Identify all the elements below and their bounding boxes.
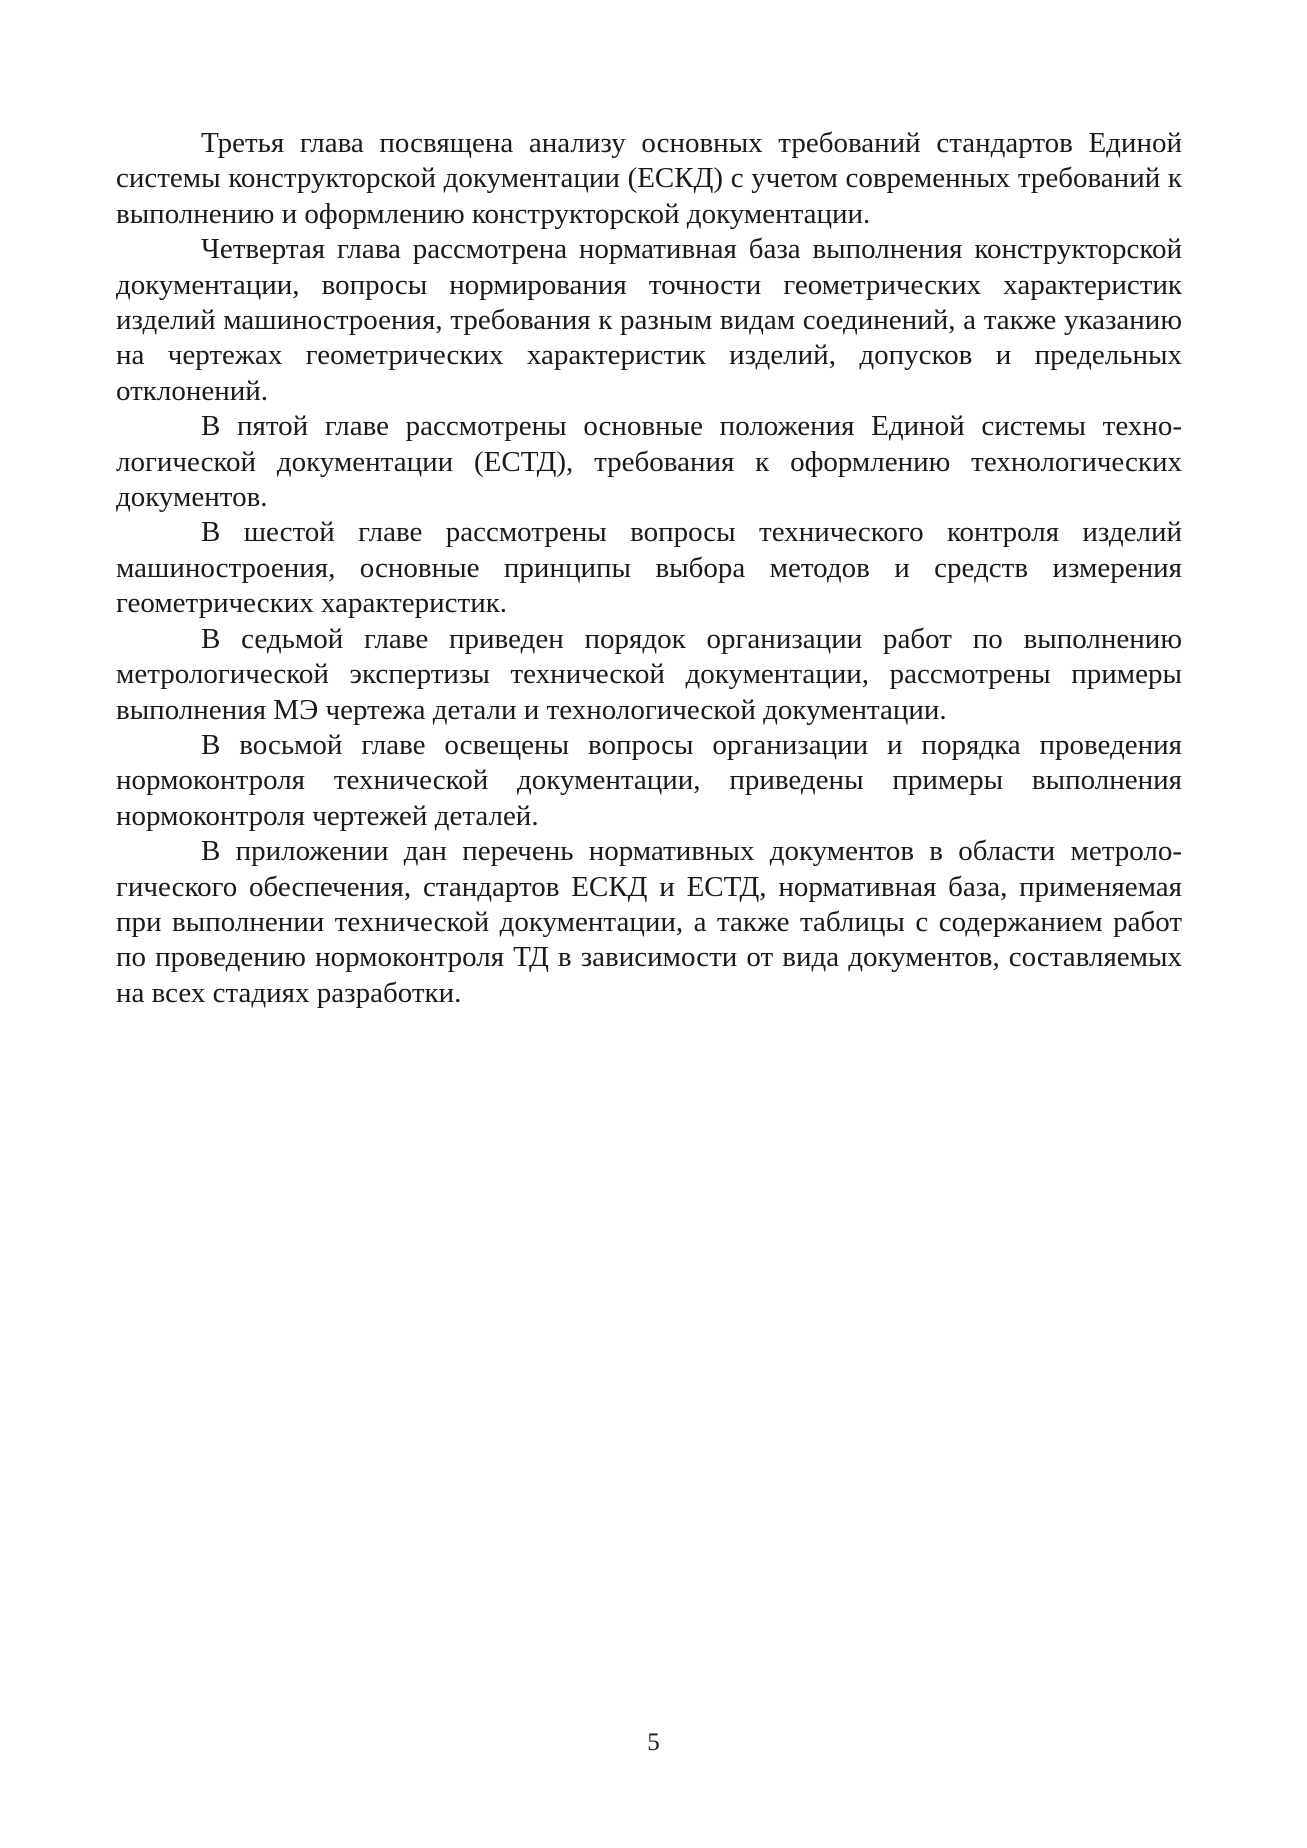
- body-text: [116, 126, 1182, 1011]
- paragraph-chapter-3: Третья глава посвящена анализу основных требований стандартов Единой системы конструкторской документации (ЕСКД) с учетом современных требований к выполнению и оформлению конструкторской документации.: [116, 127, 1182, 230]
- paragraph-chapter-5: В пятой главе рассмотрены основные положения Единой системы технологической документации (ЕСТД), требования к оформлению технологических документов.: [116, 410, 1182, 514]
- paragraph-chapter-6: В шестой главе рассмотрены вопросы технического контроля изделий машиностроения, основные принципы выбора методов и средств измерения геометрических характеристик.: [116, 516, 1182, 620]
- paragraph-appendix: В приложении дан перечень нормативных документов в области метрологического обеспечения, стандартов ЕСКД и ЕСТД, нормативная база, применяемая при выполнении технической документации, а также таблицы с содержанием работ по проведению нормоконтроля ТД в зависимости от вида документов, составляемых на всех стадиях разработки.: [116, 835, 1182, 1009]
- paragraph-chapter-7: В седьмой главе приведен порядок организации работ по выполнению метрологической экспертизы технической документации, рассмотрены примеры выполнения МЭ чертежа детали и технологической документации.: [116, 622, 1182, 726]
- page-number: 5: [647, 1729, 660, 1756]
- paragraph-chapter-4: Четвертая глава рассмотрена нормативная база выполнения конструкторской документации, вопросы нормирования точности геометрических характеристик изделий машиностроения, требования к разным видам соединений, а также указанию на чертежах геометрических характеристик изделий, допусков и предельных отклонений.: [116, 233, 1182, 407]
- paragraph-chapter-8: В восьмой главе освещены вопросы организации и порядка проведения нормоконтроля технической документации, приведены примеры выполнения нормоконтроля чертежей деталей.: [116, 728, 1182, 832]
